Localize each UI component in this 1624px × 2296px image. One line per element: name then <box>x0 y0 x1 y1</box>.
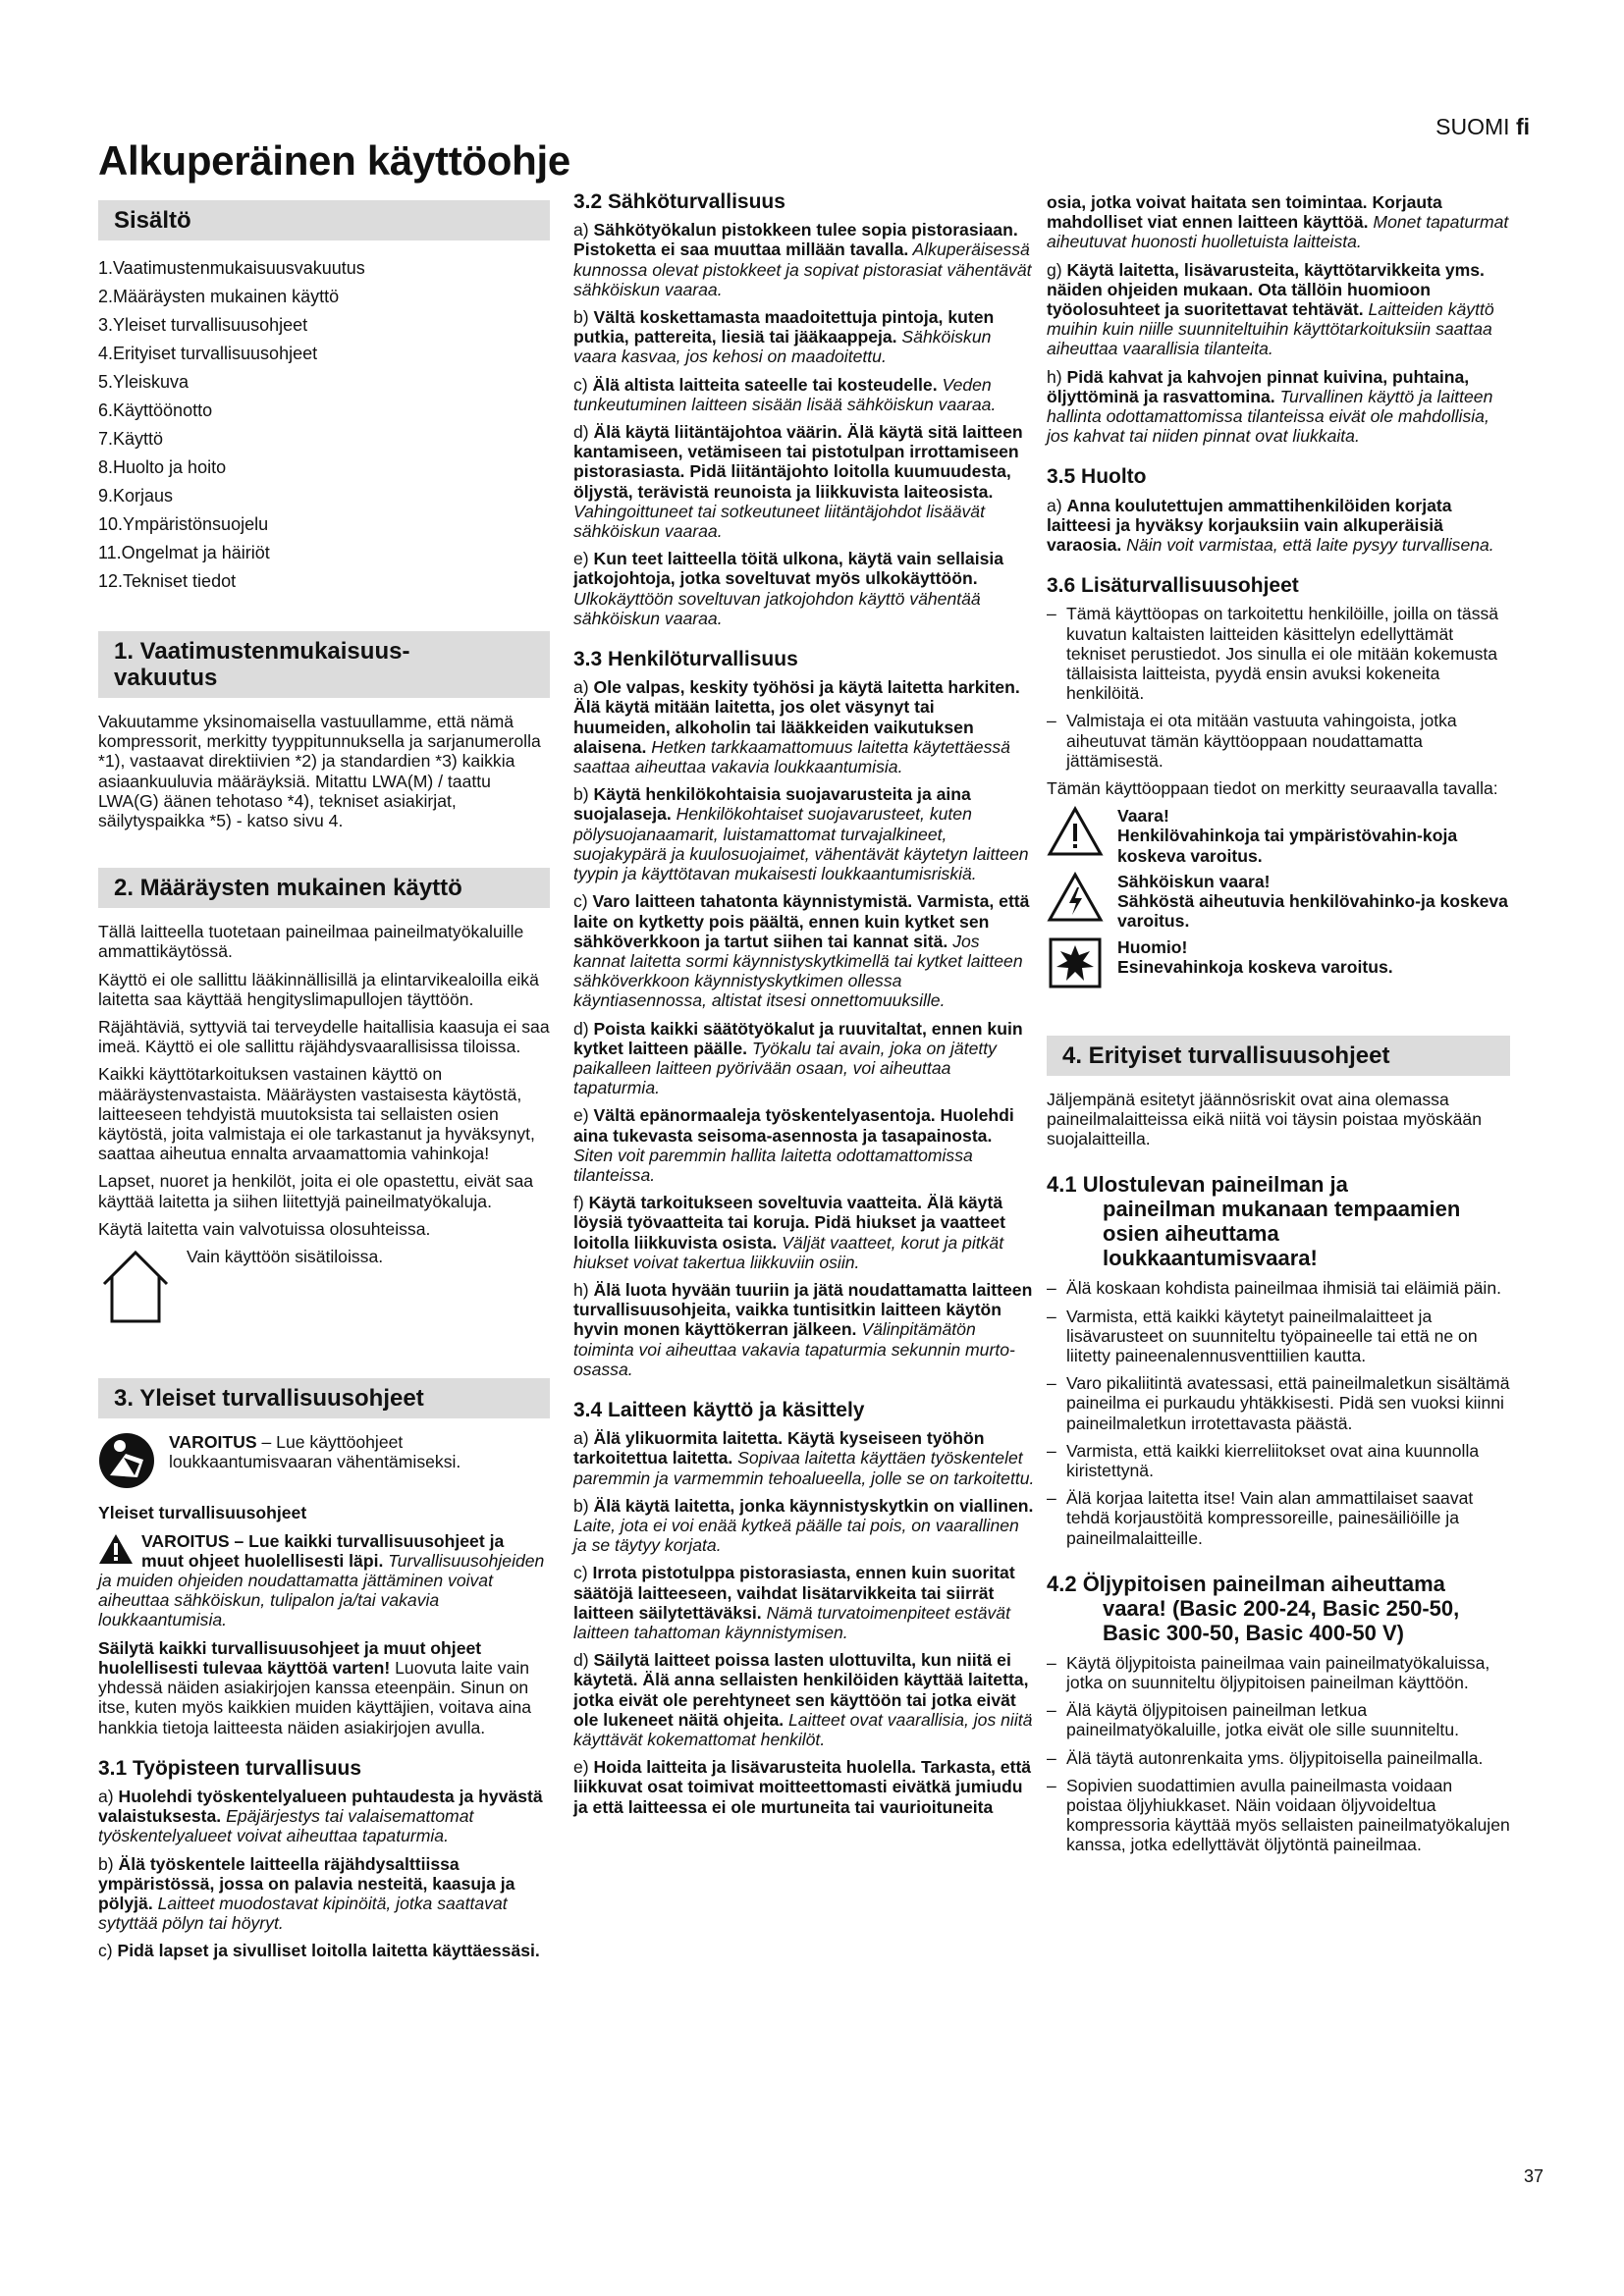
legend-title: Vaara! <box>1117 806 1169 827</box>
list-item: – Älä täytä autonrenkaita yms. öljypitoisella paineilmalla. <box>1047 1748 1510 1768</box>
list-item: – Tämä käyttöopas on tarkoitettu henkilöille, joilla on tässä kuvatun kaltaisten laitteiden käsittelyn edellyttämät tekniset perustiedot. Jos sinulla ei ole mitään kokemusta tällaisista laitteista, pyydä ensin avuksi kokeneita henkilöitä. <box>1047 604 1510 703</box>
rule-item: a) Anna koulutettujen ammattihenkilöiden korjata laitteesi ja hyväksy korjauksiin vain alkuperäisiä varaosia. Näin voit varmistaa, että laite pysyy turvallisena. <box>1047 495 1494 556</box>
list-item: – Varmista, että kaikki kierreliitokset ovat aina kuunnolla kiristettynä. <box>1047 1441 1510 1480</box>
section-3-1-heading: 3.1 Työpisteen turvallisuus <box>98 1756 362 1780</box>
list-item: – Älä korjaa laitetta itse! Vain alan ammattilaiset saavat tehdä korjaustöitä kompressoreille, painesäiliöille ja paineilmalaitteille. <box>1047 1488 1510 1548</box>
indoor-use-text: Vain käyttöön sisätiloissa. <box>187 1247 384 1267</box>
general-safety-title: Yleiset turvallisuusohjeet <box>98 1503 307 1523</box>
toc-item[interactable]: 6.Käyttöönotto <box>98 400 213 420</box>
indoor-use-note <box>98 1247 550 1329</box>
list-item: – Älä koskaan kohdista paineilmaa ihmisiä tai eläimiä päin. <box>1047 1278 1510 1298</box>
section-3-2-heading: 3.2 Sähköturvallisuus <box>573 190 785 213</box>
rule-item: d) Älä käytä liitäntäjohtoa väärin. Älä käytä sitä laitteen kantamiseen, vetämiseen tai pistotulpan irrottamiseen pistorasiasta. Pidä liitäntäjohto loitolla kuumuudesta, öljystä, terävistä reunoista ja liikkuvista laiteosista. Vahingoittuneet tai sotkeutuneet liitäntäjohdot lisäävät sähköiskun vaaraa. <box>573 422 1023 542</box>
section-1-text: Vakuutamme yksinomaisella vastuullamme, että nämä kompressorit, merkitty tyyppitunnuksella ja sarjanumerolla *1), vastaavat direktiivien *2) ja standardien *3) kaikkia asiaankuuluvia määräyksiä. Mitattu LWA(M) / taattu LWA(G) äänen tehotaso *4), tekniset asiakirjat, säilytyspaikka *5) - katso sivu 4. <box>98 712 541 831</box>
section-1-heading: 1. Vaatimustenmukaisuus- vakuutus <box>98 631 550 698</box>
rule-item: a) Ole valpas, keskity työhösi ja käytä laitetta harkiten. Älä käytä mitään laitetta, jos olet väsynyt tai huumeiden, alkoholin tai lääkkeiden vaikutuksen alaisena. Hetken tarkkaamattomuus laitetta käytettäessä saattaa aiheuttaa vakavia loukkaantumisia. <box>573 677 1020 777</box>
keep-instructions: Säilytä kaikki turvallisuusohjeet ja muut ohjeet huolellisesti tulevaa käyttöä varten! Luovuta laite vain yhdessä näiden asiakirjojen kanssa eteenpäin. Sinun on itse, kuten myös kaikkien muiden käyttäjien, voitava aina hankkia tietoja laitteesta näiden asiakirjojen avulla. <box>98 1637 532 1737</box>
toc-item[interactable]: 9.Korjaus <box>98 486 174 506</box>
rule-item: g) Käytä laitetta, lisävarusteita, käyttötarvikkeita yms. näiden ohjeiden mukaan. Ota tällöin huomioon työolosuhteet ja suoritettavat tehtävät. Laitteiden käyttö muihin kuin niille suunniteltuihin käyttötarkoituksiin saattaa aiheuttaa vaarallisia tilanteita. <box>1047 259 1494 359</box>
legend-property <box>1047 937 1510 992</box>
rule-item: b) Älä käytä laitetta, jonka käynnistyskytkin on viallinen. Laite, jota ei voi enää kytkeä päälle tai pois, on vaarallinen ja se täytyy korjata. <box>573 1495 1034 1556</box>
list-item: – Käytä öljypitoista paineilmaa vain paineilmatyökaluissa, jotka on suunniteltu öljypitoisen paineilman käyttöön. <box>1047 1653 1510 1692</box>
paragraph: Käyttö ei ole sallittu lääkinnällisillä ja elintarvikealoilla eikä laitetta saa käyttää hengityslimapullojen täyttöön. <box>98 969 539 1009</box>
rule-item: h) Älä luota hyvään tuuriin ja jätä noudattamatta laitteen turvallisuusohjeita, vaikka tuntisitkin laitteen käytön hyvin monen käyttökerran jälkeen. Välinpitämätön toiminta voi aiheuttaa vakavia tapaturmia sekunnin murto-osassa. <box>573 1279 1033 1379</box>
document-title: Alkuperäinen käyttöohje <box>98 137 570 184</box>
legend-danger <box>1047 806 1510 866</box>
toc-item[interactable]: 2.Määräysten mukainen käyttö <box>98 287 340 306</box>
toc-item[interactable]: 5.Yleiskuva <box>98 372 189 392</box>
read-manual-warning <box>98 1432 550 1493</box>
rule-item: b) Käytä henkilökohtaisia suojavarusteita ja aina suojalaseja. Henkilökohtaiset suojavarusteet, kuten pölysuojanaamarit, luistamattomat turvajalkineet, suojakypärä ja kuulosuojaimet, vähentävät käytetyn laitteen tyypin ja käyttötavan mukaisesti loukkaantumisriskiä. <box>573 784 1029 884</box>
page-number: 37 <box>1523 2166 1543 2186</box>
rule-item: c) Irrota pistotulppa pistorasiasta, ennen kuin suoritat säätöjä laitteeseen, vaihdat lisätarvikkeita tai siirrät laitteen säilytettäväksi. Nämä turvatoimenpiteet estävät laitteen tahattoman käynnistymisen. <box>573 1563 1015 1642</box>
warning-triangle-icon <box>98 1533 134 1569</box>
read-manual-icon <box>98 1432 155 1493</box>
toc-item[interactable]: 11.Ongelmat ja häiriöt <box>98 543 270 562</box>
general-warning: VAROITUS – Lue kaikki turvallisuusohjeet ja muut ohjeet huolellisesti läpi. Turvallisuusohjeiden ja muiden ohjeiden noudattamatta jättäminen voivat aiheuttaa sähköiskun, tulipalon ja/tai vakavia loukkaantumisia. <box>98 1530 545 1630</box>
section-4-1-heading: 4.1 Ulostulevan paineilman ja paineilman mukanaan tempaamien osien aiheuttama loukkaantumisvaara! <box>1047 1172 1461 1271</box>
rule-item-continued: osia, jotka voivat haitata sen toimintaa. Korjauta mahdolliset viat ennen laitteen käyttöä. Monet tapaturmat aiheutuvat huonosti huolletuista laitteista. <box>1047 192 1509 252</box>
list-item: – Valmistaja ei ota mitään vastuuta vahingoista, jotka aiheutuvat tämän käyttöoppaan noudattamatta jättämisestä. <box>1047 711 1510 771</box>
legend-title: Sähköiskun vaara! <box>1117 871 1271 891</box>
house-icon <box>98 1247 173 1329</box>
section-4-intro: Jäljempänä esitetyt jäännösriskit ovat aina olemassa paineilmalaitteissa eikä niitä voi täysin poistaa myöskään suojalaitteilla. <box>1047 1089 1483 1149</box>
section-3-5-heading: 3.5 Huolto <box>1047 465 1147 489</box>
toc-item[interactable]: 7.Käyttö <box>98 429 164 449</box>
read-manual-text: VAROITUS – Lue käyttöohjeet loukkaantumisvaaran vähentämiseksi. <box>169 1432 461 1472</box>
rule-item: e) Vältä epänormaaleja työskentelyasentoja. Huolehdi aina tukevasta seisoma-asennosta ja tasapainosta. Siten voit paremmin hallita laitetta odottamattomissa tilanteissa. <box>573 1105 1014 1185</box>
legend-text: Esinevahinkoja koskeva varoitus. <box>1117 956 1393 977</box>
toc-heading: Sisältö <box>98 200 550 240</box>
section-3-4-heading: 3.4 Laitteen käyttö ja käsittely <box>573 1398 865 1421</box>
rule-item: e) Hoida laitteita ja lisävarusteita huolella. Tarkasta, että liikkuvat osat toimivat moitteettomasti eivätkä jumiudu ja että laitteessa ei ole murtuneita tai vaurioituneita <box>573 1757 1032 1817</box>
rule-item: c) Varo laitteen tahatonta käynnistymistä. Varmista, että laite on kytketty pois päältä, ennen kuin kytket sen sähköverkkoon ja tartut siihen tai kannat sitä. Jos kannat laitetta sormi käynnistyskytkimellä tai kytket laitteen sähköverkkoon käynnistyskytkimen ollessa käyntiasennossa, altistat itsesi onnettomuuksille. <box>573 891 1030 1011</box>
rule-item: c) Pidä lapset ja sivulliset loitolla laitetta käyttäessäsi. <box>98 1941 540 1961</box>
toc-item[interactable]: 12.Tekniset tiedot <box>98 571 237 591</box>
property-damage-icon <box>1047 937 1104 992</box>
list-item: – Varo pikaliitintä avatessasi, että paineilmaletkun sisältämä paineilma ei purkaudu yhtäkkisesti. Pidä sen vuoksi kiinni paineilmaletkun irrotettavasta päästä. <box>1047 1373 1510 1433</box>
section-2-heading: 2. Määräysten mukainen käyttö <box>98 868 550 908</box>
section-4-heading: 4. Erityiset turvallisuusohjeet <box>1047 1036 1510 1076</box>
electric-hazard-icon <box>1047 872 1104 927</box>
section-3-heading: 3. Yleiset turvallisuusohjeet <box>98 1378 550 1418</box>
additional-safety-list <box>1047 604 1510 771</box>
column-right <box>1047 192 1510 1863</box>
paragraph: Lapset, nuoret ja henkilöt, joita ei ole opastettu, eivät saa käyttää laitetta ja siihen liitettyjä paineilmatyökaluja. <box>98 1171 534 1211</box>
toc-item[interactable]: 1.Vaatimustenmukaisuusvakuutus <box>98 258 365 278</box>
toc-list <box>98 254 550 596</box>
paragraph: Tällä laitteella tuotetaan paineilmaa paineilmatyökaluille ammattikäytössä. <box>98 922 524 962</box>
column-left <box>98 200 550 1969</box>
section-3-6-heading: 3.6 Lisäturvallisuusohjeet <box>1047 574 1299 598</box>
toc-item[interactable]: 4.Erityiset turvallisuusohjeet <box>98 344 318 363</box>
section-4-2-heading: 4.2 Öljypitoisen paineilman aiheuttama vaara! (Basic 200-24, Basic 250-50, Basic 300-50, Basic 400-50 V) <box>1047 1571 1460 1645</box>
toc-item[interactable]: 10.Ympäristönsuojelu <box>98 514 269 534</box>
paragraph: Kaikki käyttötarkoituksen vastainen käyttö on määräystenvastaista. Määräysten vastaisesta käytöstä, laitteeseen tehdyistä muutoksista tai sellaisten osien käytöstä, joita valmistaja ei ole tarkastanut ja hyväksynyt, saattaa aiheutua ennalta arvaamattomia vahinkoja! <box>98 1064 535 1164</box>
list-item: – Varmista, että kaikki käytetyt paineilmalaitteet ja lisävarusteet on suunniteltu työpaineelle tai että ne on liitetty paineenalennusventtiilien kautta. <box>1047 1307 1510 1366</box>
rule-item: e) Kun teet laitteella töitä ulkona, käytä vain sellaisia jatkojohtoja, jotka soveltuvat myös ulkokäyttöön. Ulkokäyttöön soveltuvan jatkojohdon käyttö vähentää sähköiskun vaaraa. <box>573 549 1004 628</box>
legend-title: Huomio! <box>1117 936 1188 957</box>
list-item: – Älä käytä öljypitoisen paineilman letkua paineilmatyökaluille, jotka eivät ole sille suunniteltu. <box>1047 1700 1510 1739</box>
toc-item[interactable]: 8.Huolto ja hoito <box>98 457 227 477</box>
rule-item: h) Pidä kahvat ja kahvojen pinnat kuivina, puhtaina, öljyttöminä ja rasvattomina. Turvallinen käyttö ja laitteen hallinta odottamattomissa tilanteissa eivät ole mahdollisia, jos kahvat tai niiden pinnat ovat liukkaita. <box>1047 366 1493 447</box>
paragraph: Käytä laitetta vain valvotuissa olosuhteissa. <box>98 1218 431 1239</box>
compressed-air-risk-list <box>1047 1278 1510 1547</box>
oily-air-risk-list <box>1047 1653 1510 1855</box>
language-marker: SUOMI fi <box>1435 114 1530 139</box>
legend-text: Sähköstä aiheutuvia henkilövahinko-ja koskeva varoitus. <box>1117 891 1508 932</box>
column-middle <box>573 192 1035 1825</box>
rule-item: a) Huolehdi työskentelyalueen puhtaudesta ja hyvästä valaistuksesta. Epäjärjestys tai valaisemattomat työskentelyalueet voivat aiheuttaa tapaturmia. <box>98 1786 543 1846</box>
rule-item: c) Älä altista laitteita sateelle tai kosteudelle. Veden tunkeutuminen laitteen sisään lisää sähköiskun vaaraa. <box>573 374 997 414</box>
rule-item: b) Älä työskentele laitteella räjähdysalttiissa ympäristössä, jossa on palavia nesteitä, kaasuja ja pölyjä. Laitteet muodostavat kipinöitä, jotka saattavat sytyttää pölyn tai höyryt. <box>98 1853 515 1934</box>
paragraph: Räjähtäviä, syttyviä tai terveydelle haitallisia kaasuja ei saa imeä. Käyttö ei ole sallittu räjähdysvaarallisissa tiloissa. <box>98 1017 550 1057</box>
rule-item: f) Käytä tarkoitukseen soveltuvia vaatteita. Älä käytä löysiä työvaatteita tai koruja. Pidä hiukset ja vaatteet loitolla liikkuvista osista. Väljät vaatteet, korut ja pitkät hiukset voivat takertua liikkuviin osiin. <box>573 1193 1006 1272</box>
legend-text: Henkilövahinkoja tai ympäristövahin-koja koskeva varoitus. <box>1117 826 1458 866</box>
list-item: – Sopivien suodattimien avulla paineilmasta voidaan poistaa öljyhiukkaset. Näin voidaan öljyvoideltua kompressoria käyttää myös sellaisten paineilmatyökalujen kanssa, jotka edellyttävät öljytöntä paineilmaa. <box>1047 1776 1510 1855</box>
legend-electric <box>1047 872 1510 932</box>
rule-item: a) Sähkötyökalun pistokkeen tulee sopia pistorasiaan. Pistoketta ei saa muuttaa millään tavalla. Alkuperäisessä kunnossa olevat pistokkeet ja sopivat pistorasiat vähentävät sähköiskun vaaraa. <box>573 220 1032 299</box>
rule-item: d) Säilytä laitteet poissa lasten ulottuvilta, kun niitä ei käytetä. Älä anna sellaisten henkilöiden käyttää laitetta, jotka eivät ole perehtyneet sen käyttöön tai jotka eivät ole lukeneet näitä ohjeita. Laitteet ovat vaarallisia, jos niitä käyttävät kokemattomat henkilöt. <box>573 1650 1033 1750</box>
rule-item: b) Vältä koskettamasta maadoitettuja pintoja, kuten putkia, pattereita, liesiä tai jääkaappeja. Sähköiskun vaara kasvaa, jos kehosi on maadoitettu. <box>573 307 995 367</box>
marking-intro: Tämän käyttöoppaan tiedot on merkitty seuraavalla tavalla: <box>1047 778 1498 799</box>
rule-item: a) Älä ylikuormita laitetta. Käytä kyseiseen työhön tarkoitettua laitetta. Sopivaa laitetta käyttäen työskentelet paremmin ja varmemmin tehoalueella, jolle se on tarkoitettu. <box>573 1428 1035 1488</box>
warning-triangle-icon <box>1047 806 1104 861</box>
toc-item[interactable]: 3.Yleiset turvallisuusohjeet <box>98 315 308 335</box>
section-3-3-heading: 3.3 Henkilöturvallisuus <box>573 648 798 671</box>
rule-item: d) Poista kaikki säätötyökalut ja ruuvitaltat, ennen kuin kytket laitteen päälle. Työkalu tai avain, joka on jätetty paikalleen laitteen pyörivään osaan, voi aiheuttaa tapaturmia. <box>573 1018 1023 1098</box>
